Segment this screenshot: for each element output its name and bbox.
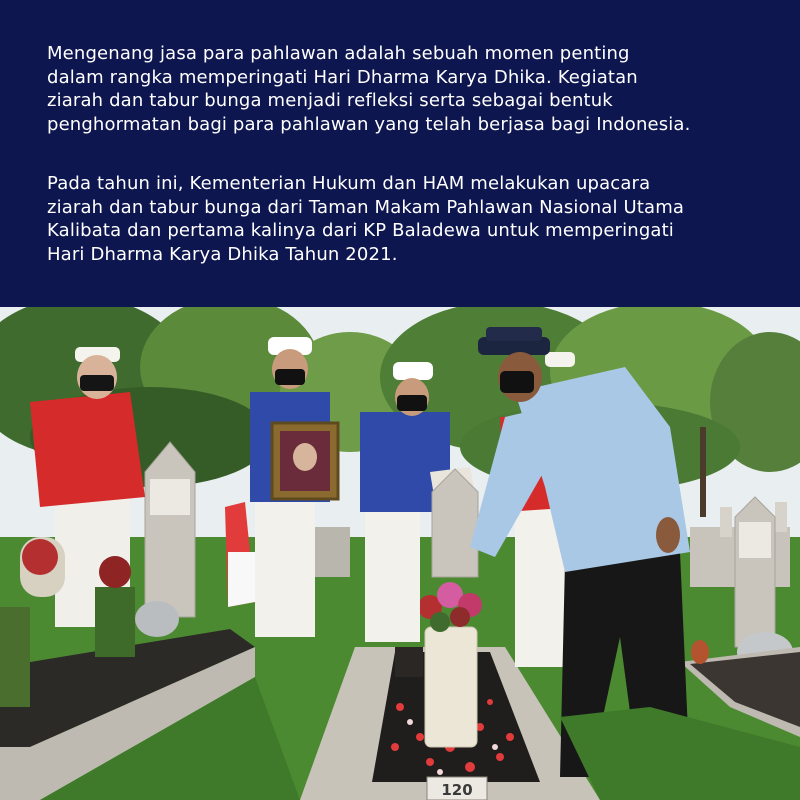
ceremony-photo [0, 307, 800, 800]
paragraph-line: dalam rangka memperingati Hari Dharma Karya Dhika. Kegiatan [47, 66, 638, 88]
paragraph-line: Pada tahun ini, Kementerian Hukum dan HAM melakukan upacara [47, 173, 651, 194]
paragraph-line: ziarah dan tabur bunga dari Taman Makam Pahlawan Nasional Utama [47, 196, 685, 218]
event-paragraph [47, 172, 684, 266]
intro-paragraph [47, 42, 690, 136]
grave-number: 120 [441, 781, 473, 799]
ceremony-illustration [0, 307, 800, 800]
paragraph-line: Kalibata dan pertama kalinya dari KP Baladewa untuk memperingati [47, 220, 674, 241]
paragraph-line: ziarah dan tabur bunga menjadi refleksi serta sebagai bentuk [47, 90, 613, 111]
paragraph-line: penghormatan bagi para pahlawan yang telah berjasa bagi Indonesia. [47, 113, 691, 135]
paragraph-line: Mengenang jasa para pahlawan adalah sebuah momen penting [47, 43, 630, 64]
middle-headstone [432, 469, 478, 577]
text-banner [0, 0, 800, 307]
paragraph-line: Hari Dharma Karya Dhika Tahun 2021. [47, 243, 398, 265]
grave-number-plate [427, 777, 487, 800]
